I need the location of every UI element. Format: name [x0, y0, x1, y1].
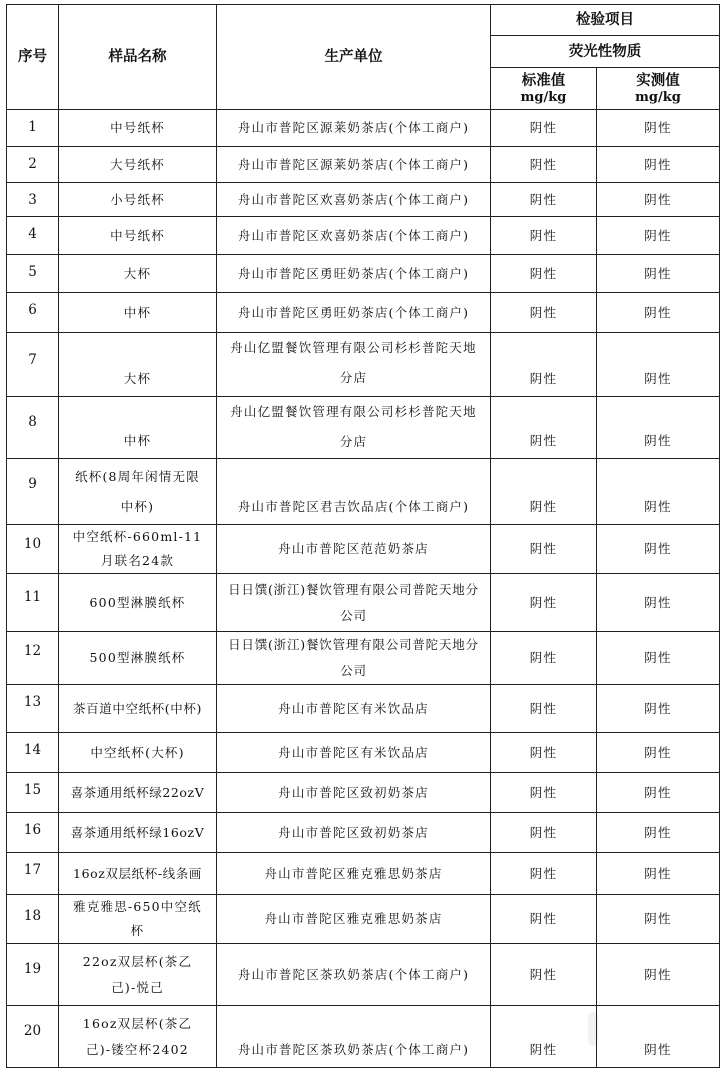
row-measured: 阴性 — [597, 525, 720, 574]
row-measured: 阴性 — [597, 183, 720, 217]
row-no: 14 — [7, 733, 59, 773]
table-row — [7, 944, 720, 1006]
row-producer: 舟山市普陀区源莱奶茶店(个体工商户) — [217, 110, 491, 147]
row-no: 19 — [7, 944, 59, 1006]
table-row — [7, 525, 720, 574]
row-producer: 舟山市普陀区致初奶茶店 — [217, 813, 491, 853]
inspection-results-table — [6, 4, 720, 1068]
row-measured: 阴性 — [597, 574, 720, 632]
row-producer: 舟山市普陀区致初奶茶店 — [217, 773, 491, 813]
row-measured: 阴性 — [597, 733, 720, 773]
row-no: 2 — [7, 147, 59, 183]
table-row — [7, 813, 720, 853]
row-producer: 日日馔(浙江)餐饮管理有限公司普陀天地分公司 — [217, 574, 491, 632]
header-standard-unit: mg/kg — [520, 90, 567, 105]
row-sample-name: 中空纸杯-660ml-11月联名24款 — [59, 525, 217, 574]
table-row — [7, 1006, 720, 1068]
row-no: 12 — [7, 632, 59, 685]
row-producer: 舟山市普陀区范范奶茶店 — [217, 525, 491, 574]
row-standard: 阴性 — [491, 632, 597, 685]
row-standard: 阴性 — [491, 459, 597, 525]
row-producer: 舟山市普陀区雅克雅思奶茶店 — [217, 853, 491, 895]
row-sample-name: 喜茶通用纸杯绿16ozV — [59, 813, 217, 853]
row-producer: 舟山市普陀区源莱奶茶店(个体工商户) — [217, 147, 491, 183]
row-standard: 阴性 — [491, 733, 597, 773]
row-no: 20 — [7, 1006, 59, 1068]
table-row — [7, 733, 720, 773]
row-standard: 阴性 — [491, 183, 597, 217]
row-measured: 阴性 — [597, 853, 720, 895]
row-producer: 舟山市普陀区雅克雅思奶茶店 — [217, 895, 491, 944]
row-measured: 阴性 — [597, 632, 720, 685]
row-standard: 阴性 — [491, 217, 597, 255]
row-no: 4 — [7, 217, 59, 255]
row-sample-name: 16oz双层纸杯-线条画 — [59, 853, 217, 895]
header-measured-label: 实测值 — [636, 72, 680, 89]
table-row — [7, 110, 720, 147]
row-no: 13 — [7, 685, 59, 733]
table-row — [7, 255, 720, 293]
row-producer: 舟山市普陀区茶玖奶茶店(个体工商户) — [217, 944, 491, 1006]
row-measured: 阴性 — [597, 397, 720, 459]
row-no: 6 — [7, 293, 59, 333]
row-measured: 阴性 — [597, 333, 720, 397]
header-sample-name: 样品名称 — [59, 5, 217, 110]
row-sample-name: 22oz双层杯(茶乙己)-悦己 — [59, 944, 217, 1006]
row-measured: 阴性 — [597, 1006, 720, 1068]
row-standard: 阴性 — [491, 255, 597, 293]
row-producer: 舟山市普陀区欢喜奶茶店(个体工商户) — [217, 183, 491, 217]
row-no: 8 — [7, 397, 59, 459]
row-measured: 阴性 — [597, 685, 720, 733]
row-standard: 阴性 — [491, 397, 597, 459]
row-measured: 阴性 — [597, 895, 720, 944]
row-measured: 阴性 — [597, 293, 720, 333]
row-sample-name: 16oz双层杯(茶乙己)-镂空杯2402 — [59, 1006, 217, 1068]
row-no: 11 — [7, 574, 59, 632]
table-row — [7, 632, 720, 685]
header-standard-label: 标准值 — [521, 72, 566, 89]
row-measured: 阴性 — [597, 773, 720, 813]
table-row — [7, 895, 720, 944]
row-standard: 阴性 — [491, 574, 597, 632]
table-row — [7, 773, 720, 813]
row-producer: 舟山亿盟餐饮管理有限公司杉杉普陀天地分店 — [217, 333, 491, 397]
header-inspection-items: 检验项目 — [491, 5, 720, 36]
row-sample-name: 500型淋膜纸杯 — [59, 632, 217, 685]
row-sample-name: 600型淋膜纸杯 — [59, 574, 217, 632]
row-sample-name: 雅克雅思-650中空纸杯 — [59, 895, 217, 944]
row-sample-name: 茶百道中空纸杯(中杯) — [59, 685, 217, 733]
row-producer: 舟山亿盟餐饮管理有限公司杉杉普陀天地分店 — [217, 397, 491, 459]
row-measured: 阴性 — [597, 255, 720, 293]
header-no: 序号 — [7, 5, 59, 110]
row-measured: 阴性 — [597, 813, 720, 853]
row-standard: 阴性 — [491, 853, 597, 895]
table-row — [7, 685, 720, 733]
row-standard: 阴性 — [491, 773, 597, 813]
row-producer: 舟山市普陀区勇旺奶茶店(个体工商户) — [217, 255, 491, 293]
row-producer: 舟山市普陀区欢喜奶茶店(个体工商户) — [217, 217, 491, 255]
header-fluorescent: 荧光性物质 — [491, 36, 720, 68]
row-standard: 阴性 — [491, 110, 597, 147]
header-measured-unit: mg/kg — [635, 90, 681, 105]
row-no: 3 — [7, 183, 59, 217]
row-measured: 阴性 — [597, 944, 720, 1006]
row-producer: 舟山市普陀区有米饮品店 — [217, 685, 491, 733]
row-no: 17 — [7, 853, 59, 895]
row-producer: 舟山市普陀区有米饮品店 — [217, 733, 491, 773]
row-sample-name: 中杯 — [59, 397, 217, 459]
header-measured — [597, 68, 720, 110]
table-row — [7, 333, 720, 397]
row-measured: 阴性 — [597, 147, 720, 183]
row-sample-name: 中号纸杯 — [59, 110, 217, 147]
row-standard: 阴性 — [491, 147, 597, 183]
row-producer: 舟山市普陀区勇旺奶茶店(个体工商户) — [217, 293, 491, 333]
table-row — [7, 397, 720, 459]
row-sample-name: 中号纸杯 — [59, 217, 217, 255]
header-producer: 生产单位 — [217, 5, 491, 110]
table-row — [7, 293, 720, 333]
row-sample-name: 纸杯(8周年闲情无限中杯) — [59, 459, 217, 525]
table-row — [7, 217, 720, 255]
row-no: 1 — [7, 110, 59, 147]
row-standard: 阴性 — [491, 685, 597, 733]
row-standard: 阴性 — [491, 293, 597, 333]
row-no: 5 — [7, 255, 59, 293]
row-standard: 阴性 — [491, 525, 597, 574]
row-no: 10 — [7, 525, 59, 574]
row-standard: 阴性 — [491, 895, 597, 944]
row-no: 7 — [7, 333, 59, 397]
row-standard: 阴性 — [491, 813, 597, 853]
row-measured: 阴性 — [597, 110, 720, 147]
table-row — [7, 459, 720, 525]
row-sample-name: 大杯 — [59, 255, 217, 293]
row-no: 18 — [7, 895, 59, 944]
row-sample-name: 大号纸杯 — [59, 147, 217, 183]
table-row — [7, 853, 720, 895]
row-standard: 阴性 — [491, 1006, 597, 1068]
row-producer: 舟山市普陀区君吉饮品店(个体工商户) — [217, 459, 491, 525]
row-standard: 阴性 — [491, 944, 597, 1006]
row-measured: 阴性 — [597, 217, 720, 255]
inspection-sheet — [6, 4, 720, 1068]
table-row — [7, 574, 720, 632]
row-sample-name: 喜茶通用纸杯绿22ozV — [59, 773, 217, 813]
row-sample-name: 中杯 — [59, 293, 217, 333]
row-no: 15 — [7, 773, 59, 813]
row-sample-name: 大杯 — [59, 333, 217, 397]
row-producer: 日日馔(浙江)餐饮管理有限公司普陀天地分公司 — [217, 632, 491, 685]
row-sample-name: 中空纸杯(大杯) — [59, 733, 217, 773]
row-sample-name: 小号纸杯 — [59, 183, 217, 217]
table-row — [7, 147, 720, 183]
row-no: 9 — [7, 459, 59, 525]
row-standard: 阴性 — [491, 333, 597, 397]
row-producer: 舟山市普陀区茶玖奶茶店(个体工商户) — [217, 1006, 491, 1068]
row-measured: 阴性 — [597, 459, 720, 525]
header-standard — [491, 68, 597, 110]
row-no: 16 — [7, 813, 59, 853]
table-row — [7, 183, 720, 217]
